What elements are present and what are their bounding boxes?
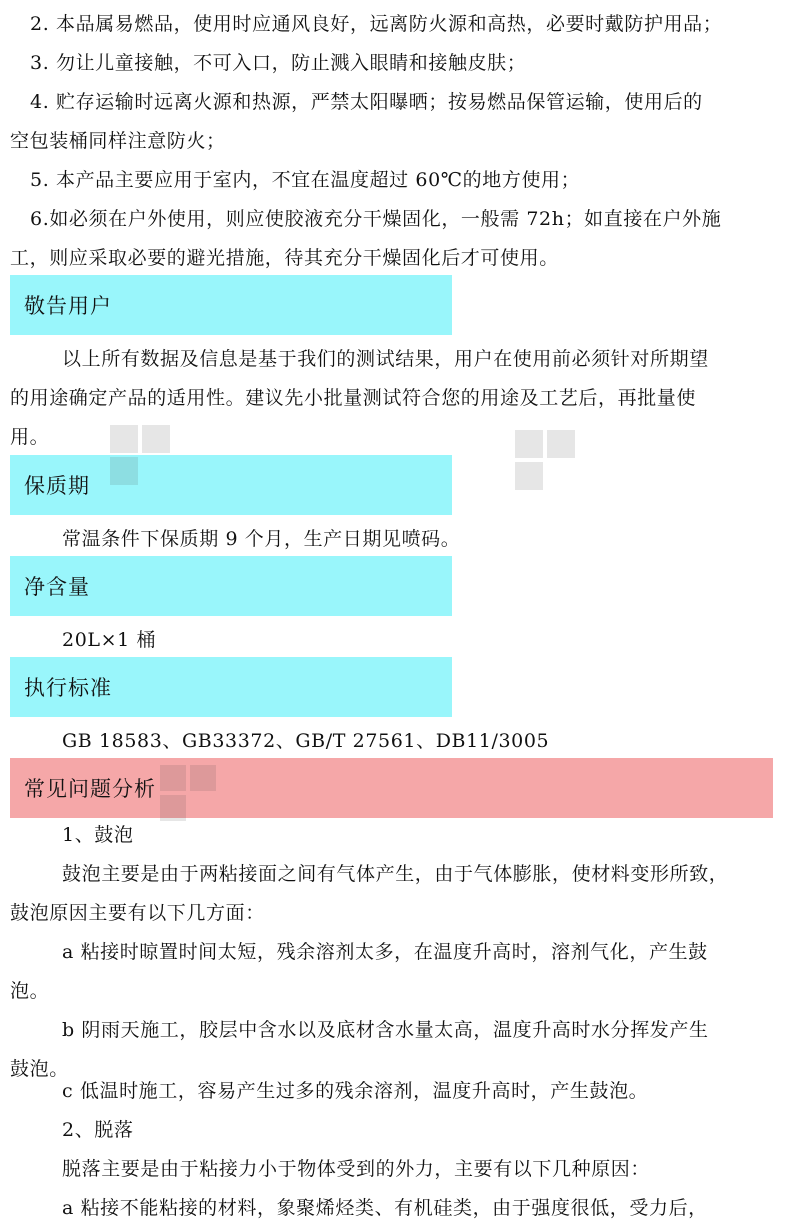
faq-item-1-b-line-2: 鼓泡。	[10, 1058, 69, 1080]
faq-item-2-line-1: 脱落主要是由于粘接力小于物体受到的外力，主要有以下几种原因：	[62, 1158, 651, 1180]
precaution-item-6-line-2: 工，则应采取必要的避光措施，待其充分干燥固化后才可使用。	[10, 247, 559, 269]
faq-item-1-a-line-1: a 粘接时晾置时间太短，残余溶剂太多，在温度升高时，溶剂气化，产生鼓	[62, 941, 708, 963]
watermark-logo-icon	[515, 410, 585, 490]
precaution-item-6-line-1: 6.如必须在户外使用，则应使胶液充分干燥固化，一般需 72h；如直接在户外施	[30, 208, 722, 230]
net-content-text: 20L×1 桶	[62, 629, 157, 651]
section-header-shelf-life	[10, 455, 452, 515]
faq-item-1-a-line-2: 泡。	[10, 980, 50, 1002]
shelf-life-text: 常温条件下保质期 9 个月，生产日期见喷码。	[62, 528, 461, 550]
faq-item-1-heading: 1、鼓泡	[62, 824, 134, 846]
notice-line-2: 的用途确定产品的适用性。建议先小批量测试符合您的用途及工艺后，再批量使	[10, 387, 697, 409]
faq-item-1-line-2: 鼓泡原因主要有以下几方面：	[10, 902, 265, 924]
faq-item-1-c-line-1: c 低温时施工，容易产生过多的残余溶剂，温度升高时，产生鼓泡。	[62, 1080, 649, 1102]
precaution-item-3: 3. 勿让儿童接触，不可入口，防止溅入眼睛和接触皮肤；	[30, 52, 527, 74]
section-title-notice: 敬告用户	[24, 294, 112, 318]
precaution-item-5: 5. 本产品主要应用于室内，不宜在温度超过 60℃的地方使用；	[30, 169, 581, 191]
faq-item-1-b-line-1: b 阴雨天施工，胶层中含水以及底材含水量太高，温度升高时水分挥发产生	[62, 1019, 709, 1041]
faq-item-2-a-line-1: a 粘接不能粘接的材料，象聚烯烃类、有机硅类，由于强度很低，受力后，	[62, 1197, 708, 1219]
precaution-item-4-line-2: 空包装桶同样注意防火；	[10, 130, 226, 152]
section-title-shelf-life: 保质期	[24, 474, 90, 498]
faq-item-2-heading: 2、脱落	[62, 1119, 134, 1141]
precaution-item-2: 2. 本品属易燃品，使用时应通风良好，远离防火源和高热，必要时戴防护用品；	[30, 13, 723, 35]
section-header-faq	[10, 758, 773, 818]
section-header-net-content	[10, 556, 452, 616]
precaution-item-4-line-1: 4. 贮存运输时远离火源和热源，严禁太阳曝晒；按易燃品保管运输，使用后的	[30, 91, 703, 113]
section-title-faq: 常见问题分析	[24, 777, 156, 801]
notice-line-1: 以上所有数据及信息是基于我们的测试结果，用户在使用前必须针对所期望	[62, 348, 709, 370]
notice-line-3: 用。	[10, 426, 50, 448]
section-title-standards: 执行标准	[24, 676, 112, 700]
faq-item-1-line-1: 鼓泡主要是由于两粘接面之间有气体产生，由于气体膨胀，使材料变形所致，	[62, 863, 729, 885]
section-header-notice	[10, 275, 452, 335]
standards-text: GB 18583、GB33372、GB/T 27561、DB11/3005	[62, 730, 550, 752]
section-header-standards	[10, 657, 452, 717]
section-title-net-content: 净含量	[24, 575, 90, 599]
